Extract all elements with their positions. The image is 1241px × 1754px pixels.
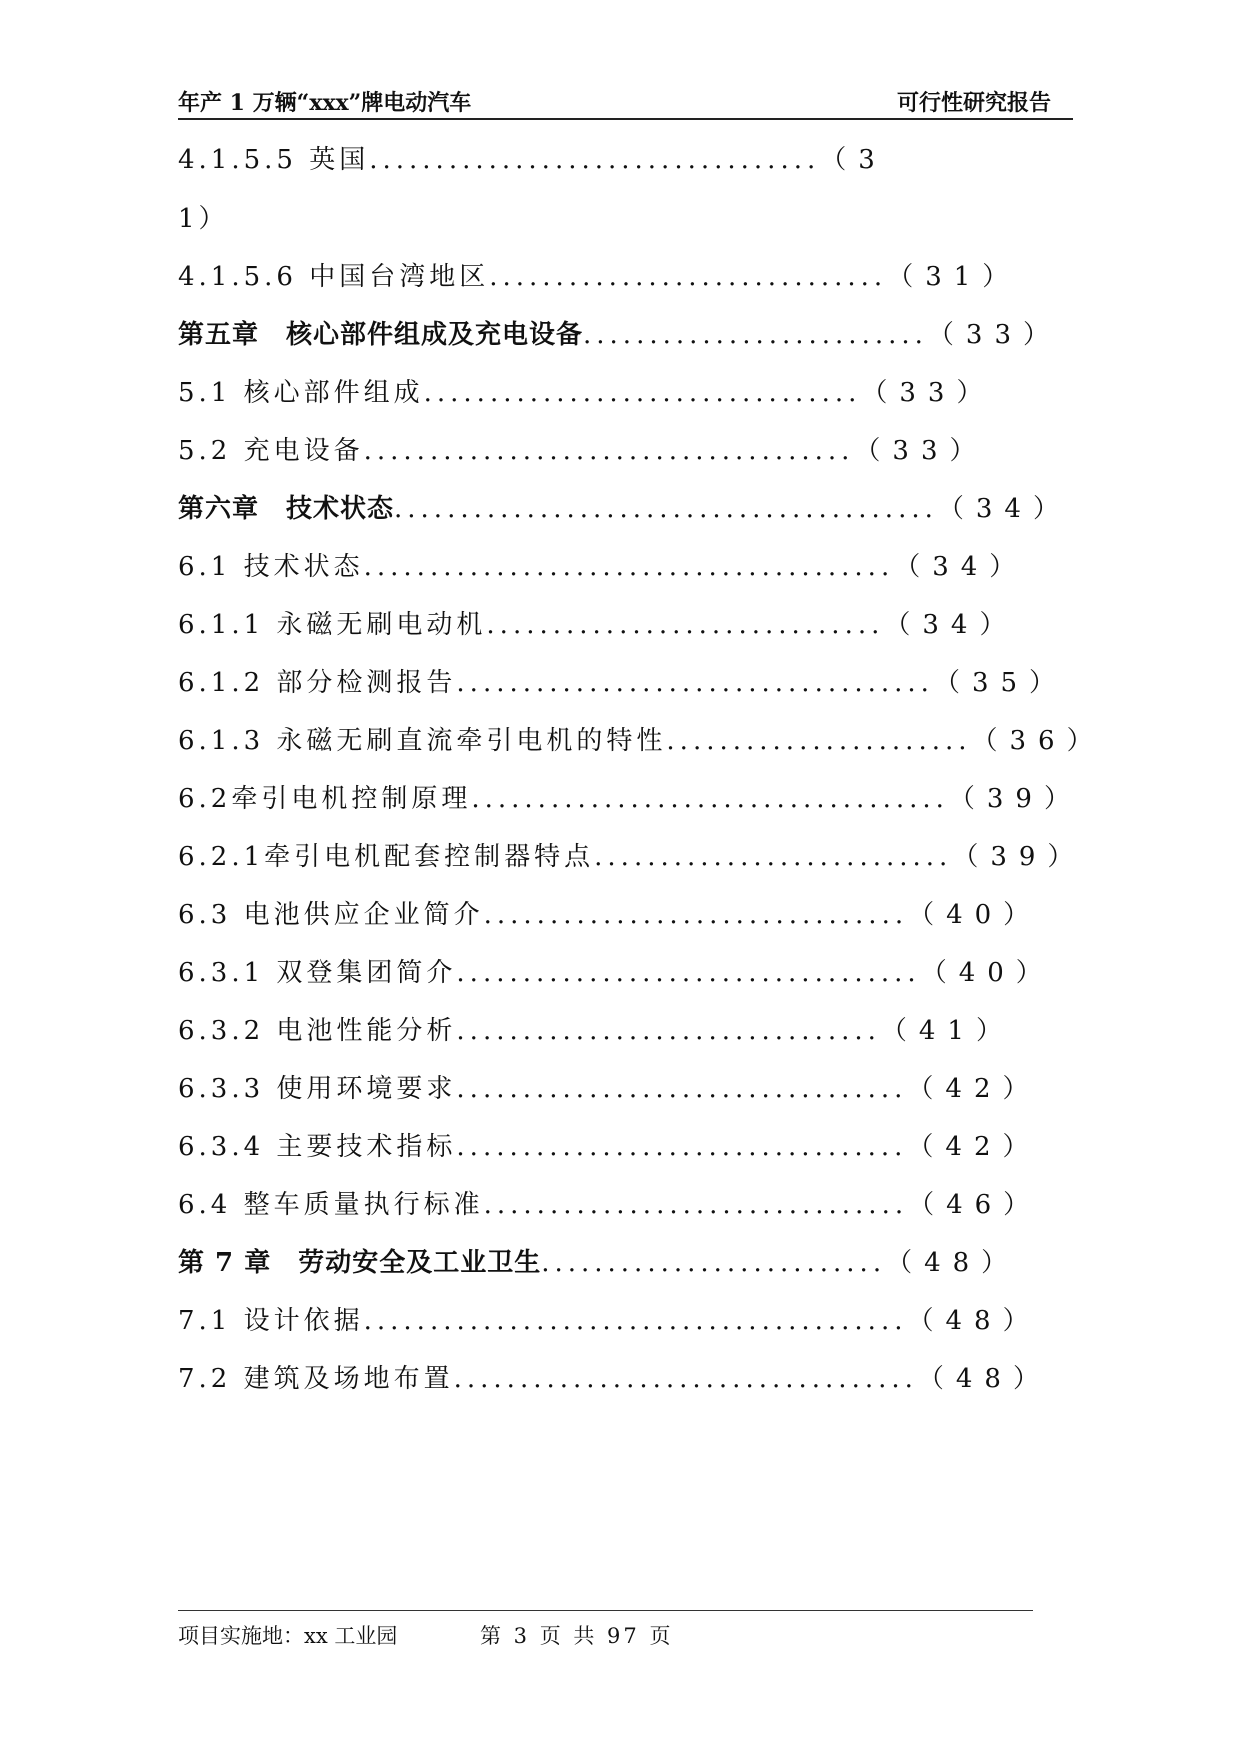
toc-page-number: （36）	[971, 726, 1105, 756]
header-title: 年产 1 万辆“xxx”牌电动汽车	[178, 90, 472, 116]
toc-page-number: （46）	[908, 1190, 1042, 1220]
toc-page-number: （42）	[907, 1074, 1041, 1104]
toc-label: 6.3.4 主要技术指标	[178, 1132, 457, 1162]
toc-entry[interactable]	[178, 431, 1078, 471]
toc-page-number: （48）	[917, 1364, 1051, 1394]
toc-leader: ..................................	[369, 145, 821, 175]
toc-label: 6.3 电池供应企业简介	[178, 900, 484, 930]
toc-entry[interactable]	[178, 547, 1078, 587]
toc-leader: ...........................	[594, 842, 953, 872]
toc-page-number: （33）	[927, 320, 1061, 350]
toc-label: 6.4 整车质量执行标准	[178, 1190, 484, 1220]
toc-leader: ................................	[456, 1016, 881, 1046]
toc-label: 6.3.2 电池性能分析	[178, 1016, 457, 1046]
footer-page-indicator: 第 3 页 共 97 页	[480, 1624, 674, 1648]
toc-label: 6.1.1 永磁无刷电动机	[178, 610, 487, 640]
toc-leader: ....................................	[471, 784, 949, 814]
toc-label: 5.2 充电设备	[178, 436, 364, 466]
toc-chapter-entry[interactable]	[178, 1243, 1078, 1283]
toc-entry[interactable]	[178, 1011, 1078, 1051]
toc-entry[interactable]	[178, 605, 1078, 645]
header-doc-type: 可行性研究报告	[896, 90, 1051, 116]
toc-leader: ................................	[483, 1190, 909, 1220]
toc-page-number: （31）	[887, 262, 1021, 292]
toc-page-number: （34）	[894, 552, 1028, 582]
toc-leader: .........................................	[363, 1306, 908, 1336]
footer-location: 项目实施地：xx 工业园	[178, 1624, 398, 1648]
toc-page-number: （42）	[907, 1132, 1041, 1162]
footer-divider	[178, 1610, 1033, 1611]
toc-label: 4.1.5.5 英国	[178, 145, 370, 175]
toc-label: 6.2.1牵引电机配套控制器特点	[178, 842, 595, 872]
toc-label: 第五章 核心部件组成及充电设备	[178, 320, 584, 350]
toc-page-number: （33）	[861, 378, 995, 408]
toc-entry[interactable]	[178, 1185, 1078, 1225]
toc-entry[interactable]	[178, 140, 1078, 180]
toc-page-number: （3	[820, 145, 887, 175]
toc-leader: ...................................	[453, 1364, 918, 1394]
toc-label: 6.2牵引电机控制原理	[178, 784, 472, 814]
toc-label: 6.1.2 部分检测报告	[178, 668, 457, 698]
toc-leader: ..........................	[541, 1248, 887, 1278]
header-divider	[178, 118, 1073, 120]
toc-entry[interactable]	[178, 257, 1078, 297]
toc-page-number: （41）	[880, 1016, 1014, 1046]
toc-entry-continuation	[178, 199, 1078, 239]
toc-leader: ..........................	[583, 320, 928, 350]
toc-leader: .....................................	[363, 436, 855, 466]
toc-page-number: （48）	[907, 1306, 1041, 1336]
toc-leader: ....................................	[456, 668, 934, 698]
toc-leader: .........................................	[394, 494, 938, 524]
toc-entry[interactable]	[178, 663, 1078, 703]
toc-leader: ........................................	[363, 552, 895, 582]
toc-entry[interactable]	[178, 373, 1078, 413]
toc-page-number: （34）	[937, 494, 1071, 524]
toc-label: 4.1.5.6 中国台湾地区	[178, 262, 490, 292]
toc-label: 7.1 设计依据	[178, 1306, 364, 1336]
toc-entry[interactable]	[178, 721, 1105, 761]
toc-leader: .................................	[423, 378, 862, 408]
toc-leader: ..............................	[486, 610, 885, 640]
toc-chapter-entry[interactable]	[178, 489, 1078, 529]
toc-page-number: （40）	[908, 900, 1042, 930]
toc-page-number: （33）	[854, 436, 988, 466]
toc-leader: .......................	[666, 726, 972, 756]
toc-entry[interactable]	[178, 1127, 1078, 1167]
toc-page-number: （39）	[948, 784, 1082, 814]
toc-entry[interactable]	[178, 1301, 1078, 1341]
toc-page-number: （40）	[920, 958, 1054, 988]
toc-page-number: （35）	[933, 668, 1068, 698]
toc-label: 6.3.1 双登集团简介	[178, 958, 457, 988]
toc-entry[interactable]	[178, 779, 1082, 819]
toc-label: 1）	[178, 204, 229, 234]
toc-entry[interactable]	[178, 953, 1078, 993]
toc-page-number: （34）	[884, 610, 1018, 640]
toc-chapter-entry[interactable]	[178, 315, 1078, 355]
toc-page-number: （48）	[886, 1248, 1020, 1278]
toc-entry[interactable]	[178, 837, 1086, 877]
toc-label: 5.1 核心部件组成	[178, 378, 424, 408]
toc-label: 6.1 技术状态	[178, 552, 364, 582]
toc-entry[interactable]	[178, 895, 1078, 935]
toc-leader: ................................	[483, 900, 909, 930]
toc-leader: ..................................	[456, 1074, 908, 1104]
toc-page-number: （39）	[952, 842, 1086, 872]
toc-label: 第 7 章 劳动安全及工业卫生	[178, 1248, 542, 1278]
toc-label: 7.2 建筑及场地布置	[178, 1364, 454, 1394]
toc-label: 6.3.3 使用环境要求	[178, 1074, 457, 1104]
toc-entry[interactable]	[178, 1069, 1078, 1109]
toc-label: 第六章 技术状态	[178, 494, 395, 524]
toc-leader: ..............................	[489, 262, 888, 292]
toc-leader: ...................................	[456, 958, 921, 988]
toc-leader: ..................................	[456, 1132, 908, 1162]
toc-entry[interactable]	[178, 1359, 1078, 1399]
toc-label: 6.1.3 永磁无刷直流牵引电机的特性	[178, 726, 667, 756]
